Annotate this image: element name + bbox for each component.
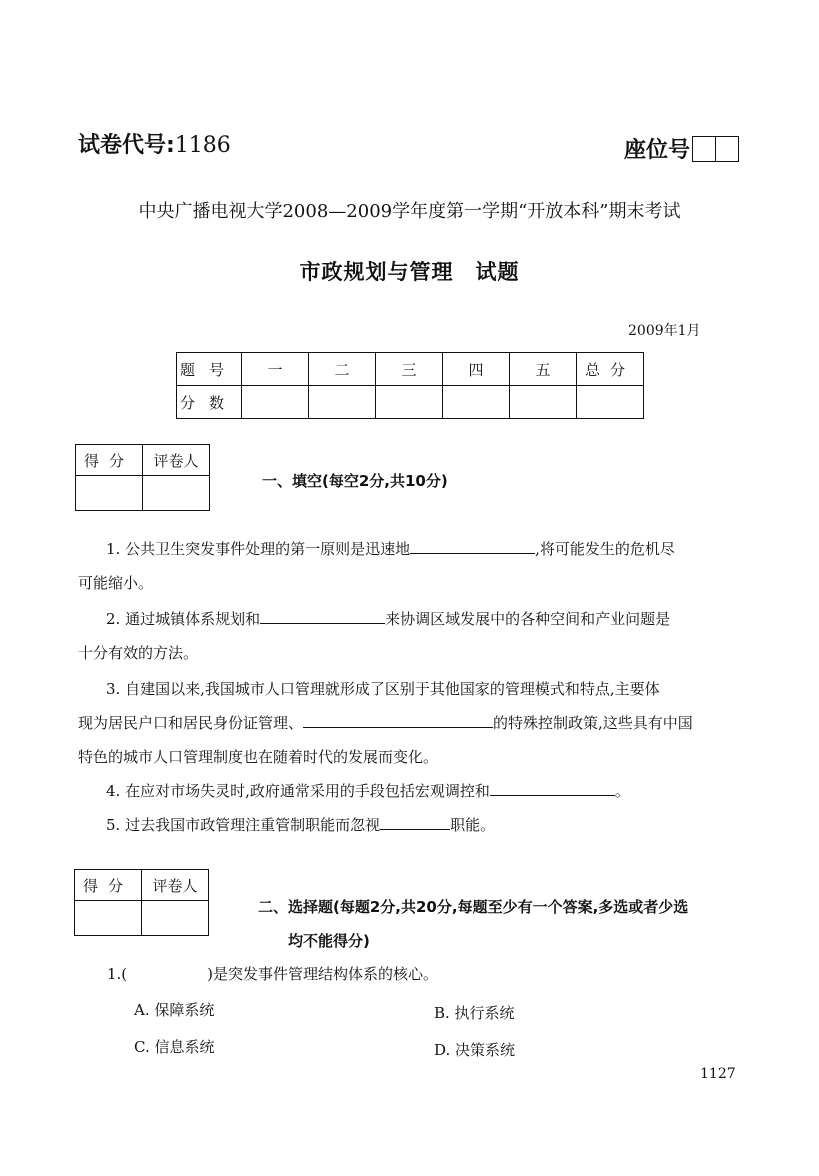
score-cell (443, 386, 510, 419)
score-cell (309, 386, 376, 419)
score-table-row-scores (177, 386, 644, 419)
section1-title: 一、填空(每空2分,共10分) (262, 472, 448, 490)
score-col-4: 四 (443, 353, 510, 386)
question-3-line2 (78, 706, 748, 740)
grader-person-label: 评卷人 (142, 870, 209, 901)
choice-question-1-text: )是突发事件管理结构体系的核心。 (207, 965, 439, 983)
score-col-3: 三 (376, 353, 443, 386)
question-1-blank (410, 552, 535, 554)
score-table-row-header (177, 353, 644, 386)
question-3-text-b: 现为居民户口和居民身份证管理、 (78, 714, 304, 732)
score-table-row1-header: 题号 (177, 353, 242, 386)
score-table (176, 352, 644, 419)
exam-header: 中央广播电视大学2008—2009学年度第一学期“开放本科”期末考试 (138, 201, 681, 222)
exam-code-label: 试卷代号: (78, 133, 175, 158)
option-d: D. 决策系统 (434, 1041, 516, 1059)
score-col-total: 总分 (577, 353, 644, 386)
score-cell (577, 386, 644, 419)
question-1-text-c: 可能缩小。 (78, 574, 154, 592)
grader-score-cell (75, 901, 142, 936)
grader-table-section2 (74, 869, 209, 936)
question-4-text-a: 4. 在应对市场失灵时,政府通常采用的手段包括宏观调控和 (106, 782, 490, 800)
exam-code (78, 128, 231, 159)
option-b: B. 执行系统 (434, 1004, 515, 1022)
exam-date: 2009年1月 (628, 323, 701, 339)
page-number: 1127 (700, 1066, 736, 1082)
section2-title-line1: 二、选择题(每题2分,共20分,每题至少有一个答案,多选或者少选 (258, 898, 689, 916)
score-cell (376, 386, 443, 419)
question-5-blank (380, 828, 450, 830)
seat-label: 座位号 (624, 138, 691, 163)
option-a: A. 保障系统 (134, 1001, 215, 1019)
seat-box (716, 136, 739, 162)
grader-score-label: 得分 (75, 870, 142, 901)
score-cell (510, 386, 577, 419)
section2-title-line2: 均不能得分) (288, 932, 370, 950)
score-col-5: 五 (510, 353, 577, 386)
score-col-1: 一 (242, 353, 309, 386)
option-c: C. 信息系统 (134, 1038, 215, 1056)
question-3-text-a: 3. 自建国以来,我国城市人口管理就形成了区别于其他国家的管理模式和特点,主要体 (106, 680, 660, 698)
question-2-blank (260, 622, 385, 624)
score-col-2: 二 (309, 353, 376, 386)
section1-questions (78, 532, 748, 842)
question-4-text-b: 。 (614, 782, 630, 800)
question-3-text-c: 的特殊控制政策,这些具有中国 (493, 714, 693, 732)
grader-person-label: 评卷人 (143, 445, 210, 476)
question-3-text-d: 特色的城市人口管理制度也在随着时代的发展而变化。 (78, 748, 439, 766)
exam-title: 市政规划与管理 试题 (299, 260, 520, 284)
choice-question-1-prefix: 1.( (107, 965, 128, 983)
exam-code-value: 1186 (174, 133, 231, 158)
seat-number (624, 133, 739, 164)
question-5 (78, 808, 748, 842)
score-table-row2-header: 分数 (177, 386, 242, 419)
question-5-text-a: 5. 过去我国市政管理注重管制职能而忽视 (106, 816, 381, 834)
question-1 (78, 532, 748, 566)
question-2-text-c: 十分有效的方法。 (78, 644, 199, 662)
question-1-text-b: ,将可能发生的危机尽 (535, 540, 675, 558)
seat-boxes (692, 136, 739, 162)
question-3-blank (303, 726, 493, 728)
question-2 (78, 602, 748, 636)
grader-score-label: 得分 (76, 445, 143, 476)
grader-person-cell (143, 476, 210, 511)
grader-table-section1 (75, 444, 210, 511)
question-2-text-a: 2. 通过城镇体系规划和 (106, 610, 261, 628)
question-5-text-b: 职能。 (450, 816, 496, 834)
grader-person-cell (142, 901, 209, 936)
question-2-text-b: 来协调区域发展中的各种空间和产业问题是 (385, 610, 671, 628)
choice-question-1 (107, 963, 438, 984)
score-cell (242, 386, 309, 419)
grader-score-cell (76, 476, 143, 511)
seat-box (692, 136, 716, 162)
question-4 (78, 774, 748, 808)
question-4-blank (490, 794, 615, 796)
question-1-text-a: 1. 公共卫生突发事件处理的第一原则是迅速地 (106, 540, 411, 558)
